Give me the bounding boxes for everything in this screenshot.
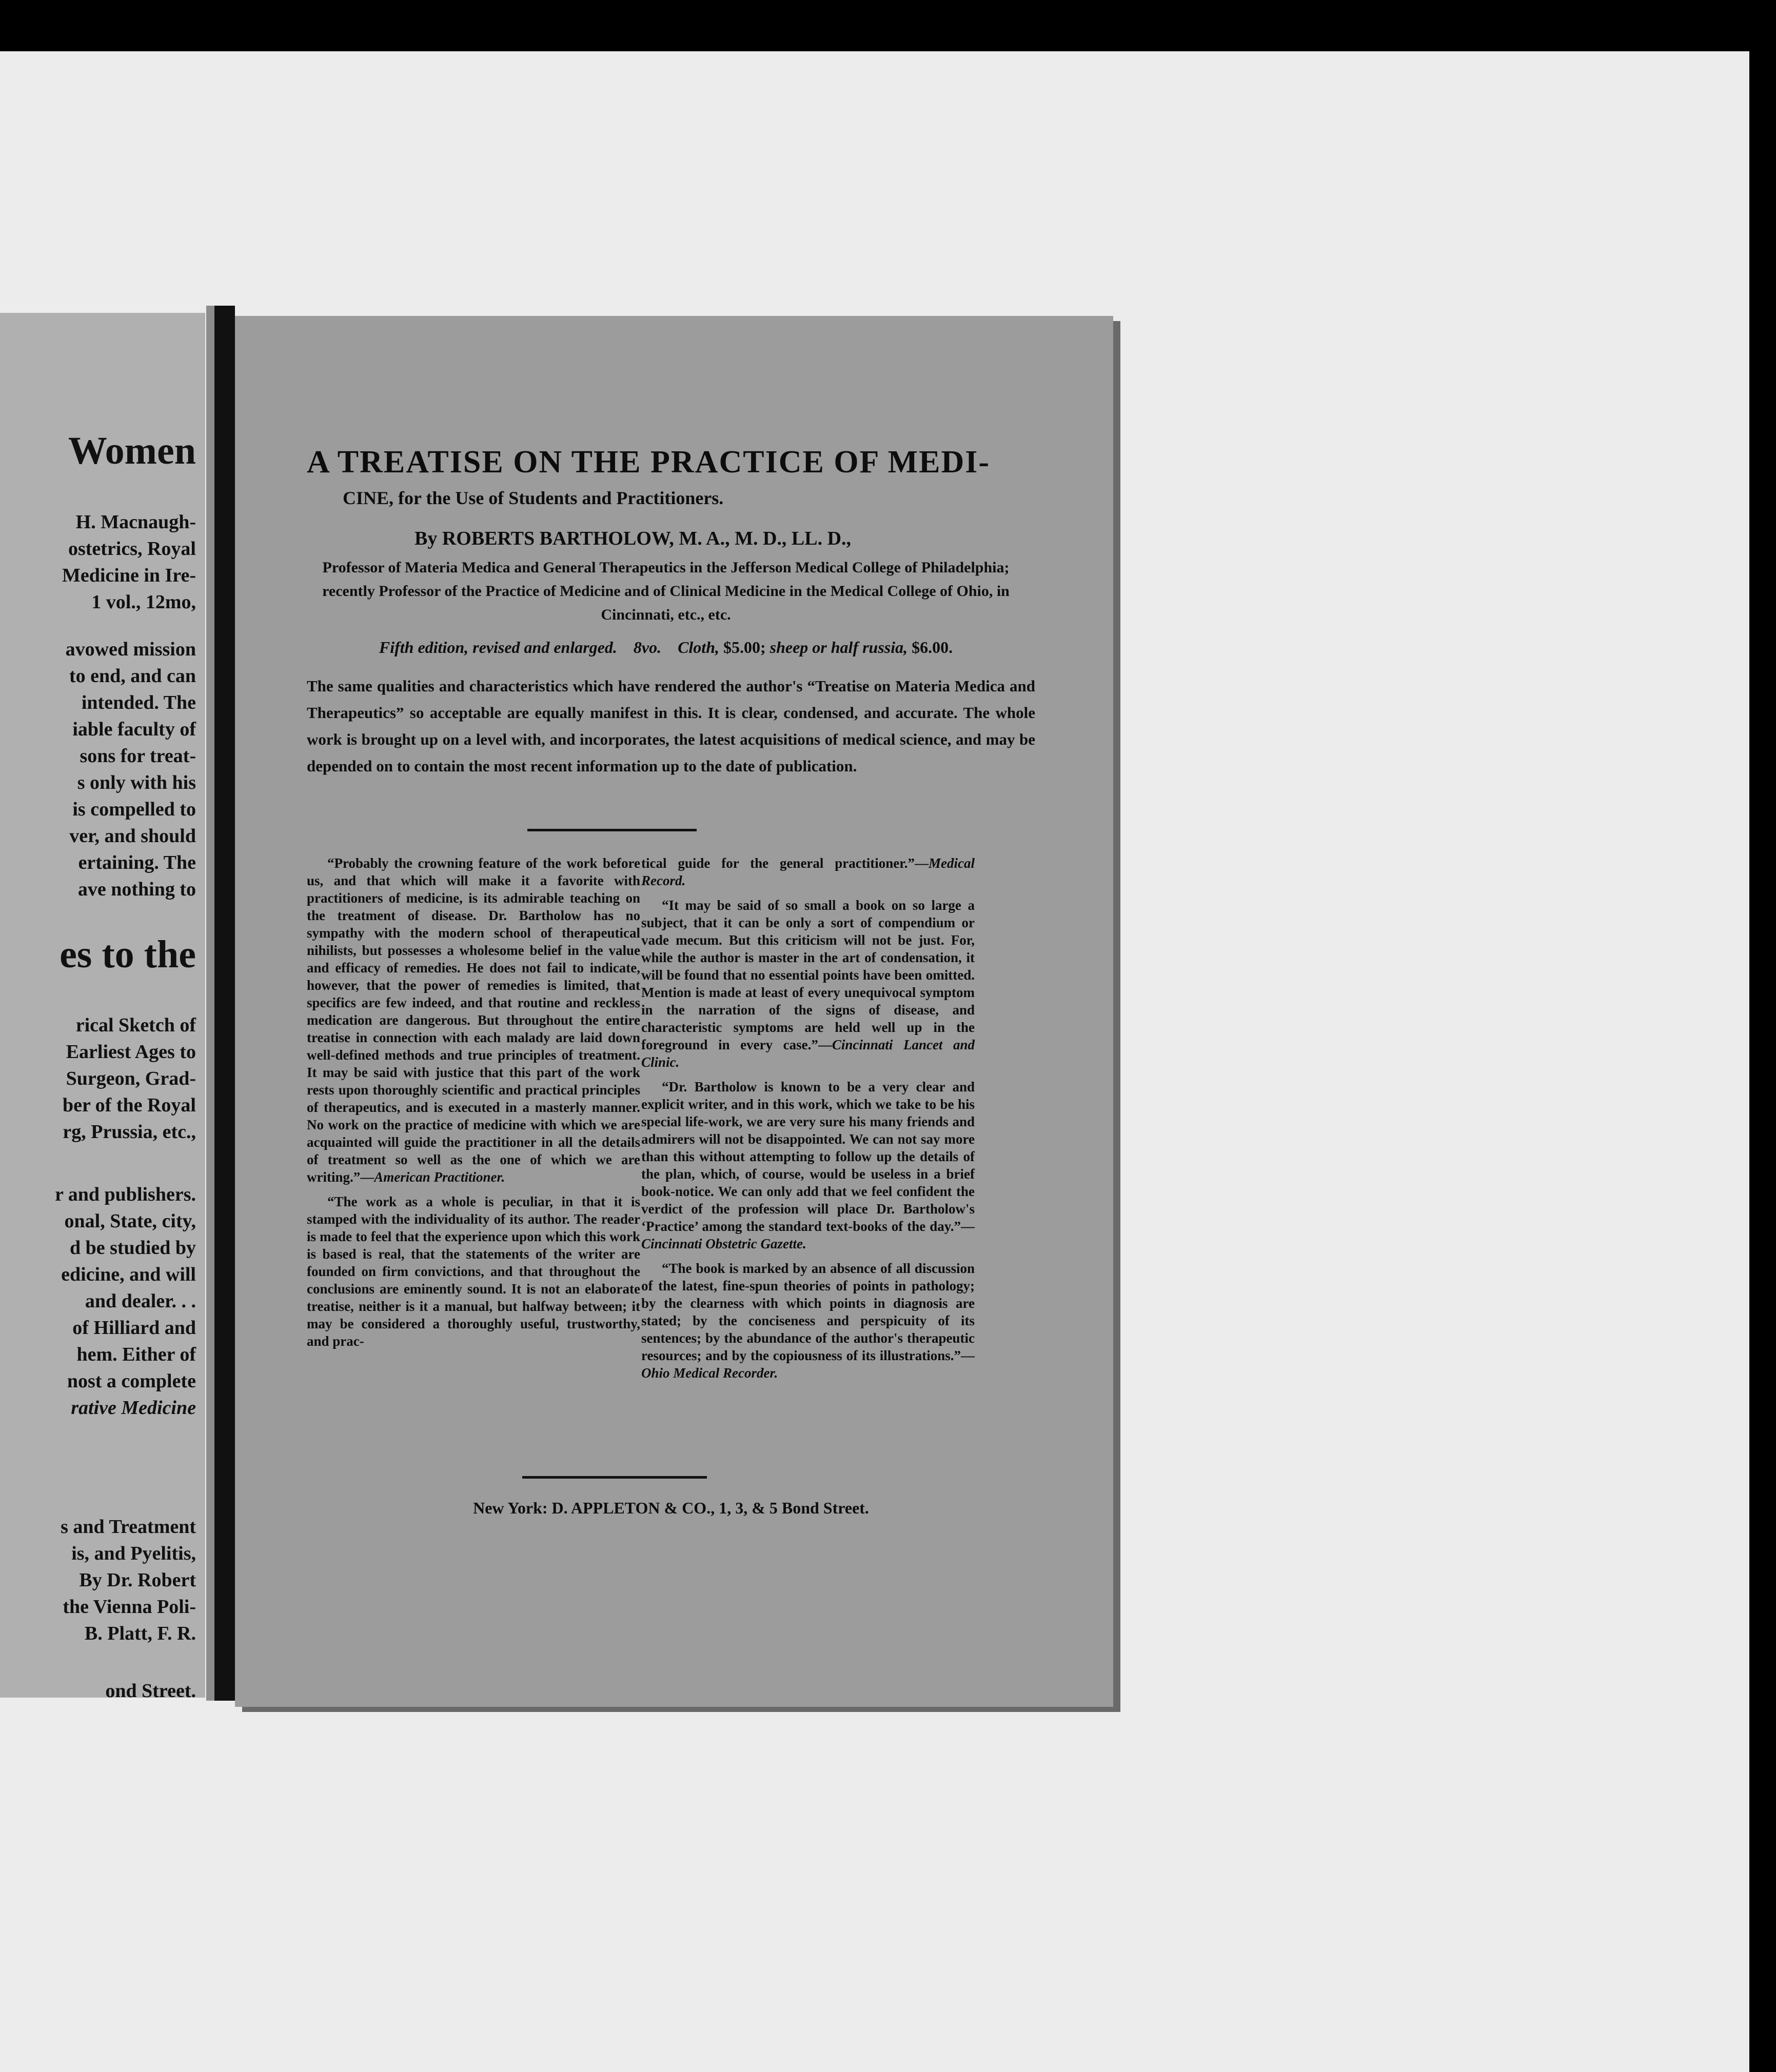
- left-line: Surgeon, Grad-: [66, 1068, 196, 1090]
- divider-bottom: [522, 1476, 707, 1479]
- review-source: Medical Record.: [641, 855, 975, 888]
- left-page-text: [0, 313, 196, 1698]
- left-line: Medicine in Ire-: [62, 564, 196, 586]
- left-line: rg, Prussia, etc.,: [63, 1121, 196, 1143]
- review-source: Cincinnati Obstetric Gazette.: [641, 1236, 806, 1251]
- right-column: [641, 854, 975, 1389]
- left-line: Earliest Ages to: [66, 1041, 196, 1063]
- edition-sheep: sheep or half russia,: [769, 638, 908, 656]
- author-affiliation: Professor of Materia Medica and General Therapeutics in the Jefferson Medical College of Philadelphia; recently Professor of the Practice of Medicine and of Clinical Medicine in the Medical College of Ohio, in Cincinnati, etc., etc.: [322, 559, 1010, 623]
- left-line: to end, and can: [69, 665, 196, 687]
- left-line: r and publishers.: [55, 1184, 196, 1206]
- left-page-fragment: [0, 313, 205, 1698]
- price-cloth: $5.00;: [723, 638, 766, 656]
- review-ohio-medical-recorder: [641, 1260, 975, 1382]
- review-source: American Practitioner.: [374, 1169, 505, 1185]
- left-line: s and Treatment: [61, 1516, 196, 1538]
- review-text: “Dr. Bartholow is known to be a very clear and explicit writer, and in this work, which we take to be his special life-work, we are very sure his many friends and admirers will not be disappointed. We can not say more than this without attempting to follow up the details of the plan, which, of course, would be useless in a brief book-notice. We can only add that we feel confident the verdict of the profession will place Dr. Bartholow's ‘Practice’ among the standard text-books of the day.”—: [641, 1079, 975, 1234]
- left-line: sons for treat-: [80, 745, 196, 767]
- edition-cloth: Cloth,: [678, 638, 719, 656]
- left-line: ber of the Royal: [63, 1094, 196, 1117]
- author-line: By ROBERTS BARTHOLOW, M. A., M. D., LL. D.,: [415, 528, 852, 549]
- left-line: d be studied by: [69, 1237, 196, 1259]
- edition-line: [307, 638, 1025, 657]
- review-text: “The work as a whole is peculiar, in that it is stamped with the individuality of its author. The reader is made to feel that the experience upon which this work is based is real, that the statements of the writer are founded on firm convictions, and that throughout the conclusions are eminently sound. It is not an elaborate treatise, neither is it a manual, but halfway between; it may be considered a thoroughly useful, trustworthy, and prac-: [307, 1194, 640, 1349]
- left-block-2: [0, 636, 196, 903]
- left-line: B. Platt, F. R.: [84, 1623, 196, 1645]
- left-line: intended. The: [81, 691, 196, 713]
- left-line: hem. Either of: [76, 1344, 196, 1366]
- review-text: “It may be said of so small a book on so large a subject, that it can be only a sort of compendium or vade mecum. But this criticism will not be just. For, while the author is master in the art of condensation, it will be found that no essential points have been omitted. Mention is made at least of every unequivocal symptom in the narration of the signs of disease, and characteristic symptoms are held well up in the foreground in every case.”—: [641, 898, 975, 1052]
- review-american-practitioner: [307, 854, 640, 1186]
- review-medical-record-start: [307, 1193, 640, 1350]
- left-block-3: [0, 1012, 196, 1145]
- review-text: “The book is marked by an absence of all discussion of the latest, fine-spun theories of points in pathology; by the clearness with which points in diagnosis are stated; by the conciseness and perspicuity of its sentences; by the abundance of the author's therapeutic resources; and by the copiousness of its illustrations.”—: [641, 1261, 975, 1363]
- edition-format: 8vo.: [633, 638, 662, 656]
- left-line: is, and Pyelitis,: [71, 1543, 196, 1565]
- left-line: of Hilliard and: [72, 1317, 196, 1339]
- review-obstetric-gazette: [641, 1078, 975, 1252]
- left-block-1: [0, 509, 196, 615]
- page-subtitle: CINE, for the Use of Students and Practitioners.: [343, 488, 724, 508]
- book-spine: [214, 306, 235, 1701]
- left-line: iable faculty of: [72, 718, 196, 740]
- left-block-5: [0, 1513, 196, 1647]
- review-text: “Probably the crowning feature of the work before us, and that which will make it a favorite with practitioners of medicine, is its admirable teaching on the treatment of disease. Dr. Bartholow has no sympathy with the modern school of therapeutical nihilists, but possesses a wholesome belief in the value and efficacy of remedies. He does not fail to indicate, however, that the power of remedies is limited, that specifics are few indeed, and that routine and reckless medication are dangerous. But throughout the entire treatise in connection with each malady are laid down well-defined methods and true principles of treatment. It may be said with justice that this part of the work rests upon thoroughly scientific and practical principles of therapeutics, and is executed in a masterly manner. No work on the practice of medicine with which we are acquainted will guide the practitioner in all the details of treatment so well as the one of which we are writing.”—: [307, 855, 640, 1185]
- left-line: ertaining. The: [78, 851, 196, 873]
- left-line: the Vienna Poli-: [63, 1596, 196, 1618]
- page-title: A TREATISE ON THE PRACTICE OF MEDI-: [307, 445, 991, 480]
- review-medical-record-end: [641, 854, 975, 889]
- left-line: avowed mission: [65, 638, 196, 660]
- intro-paragraph: The same qualities and characteristics which have rendered the author's “Treatise on Materia Medica and Therapeutics” so acceptable are equally manifest in this. It is clear, condensed, and accurate. The whole work is brought up on a level with, and incorporates, the latest acquisitions of medical science, and may be depended on to contain the most recent information up to the date of publication.: [307, 677, 1035, 775]
- left-line: rative Medicine: [71, 1397, 196, 1419]
- left-line: 1 vol., 12mo,: [91, 591, 196, 613]
- left-line: edicine, and will: [61, 1264, 196, 1286]
- left-line: nost a complete: [67, 1370, 196, 1392]
- left-heading-2: es to the: [60, 932, 196, 976]
- left-line: onal, State, city,: [64, 1210, 196, 1232]
- edition-label: Fifth edition, revised and enlarged.: [379, 638, 617, 656]
- left-line: ostetrics, Royal: [68, 537, 196, 560]
- advertisement-page: [235, 316, 1113, 1707]
- left-footer: ond Street.: [105, 1680, 196, 1698]
- left-line: H. Macnaugh-: [75, 511, 196, 533]
- left-line: ver, and should: [69, 825, 196, 847]
- review-text: tical guide for the general practitioner.”—: [641, 855, 929, 871]
- price-sheep: $6.00.: [912, 638, 953, 656]
- left-line: ave nothing to: [77, 878, 196, 900]
- left-line: By Dr. Robert: [79, 1569, 196, 1591]
- left-heading-women: Women: [68, 429, 196, 472]
- publisher-footer: New York: D. APPLETON & CO., 1, 3, & 5 Bond Street.: [473, 1499, 869, 1517]
- left-column: [307, 854, 640, 1357]
- left-line: and dealer. . .: [85, 1290, 196, 1312]
- spine-edge: [206, 306, 214, 1701]
- left-line: rical Sketch of: [75, 1014, 196, 1037]
- left-line: s only with his: [77, 771, 196, 793]
- review-cincinnati-lancet: [641, 896, 975, 1071]
- divider-top: [527, 829, 697, 831]
- left-line: is compelled to: [72, 798, 196, 820]
- review-source: Cincinnati Lancet and Clinic.: [641, 1037, 975, 1070]
- review-source: Ohio Medical Recorder.: [641, 1365, 778, 1381]
- left-block-4: [0, 1181, 196, 1421]
